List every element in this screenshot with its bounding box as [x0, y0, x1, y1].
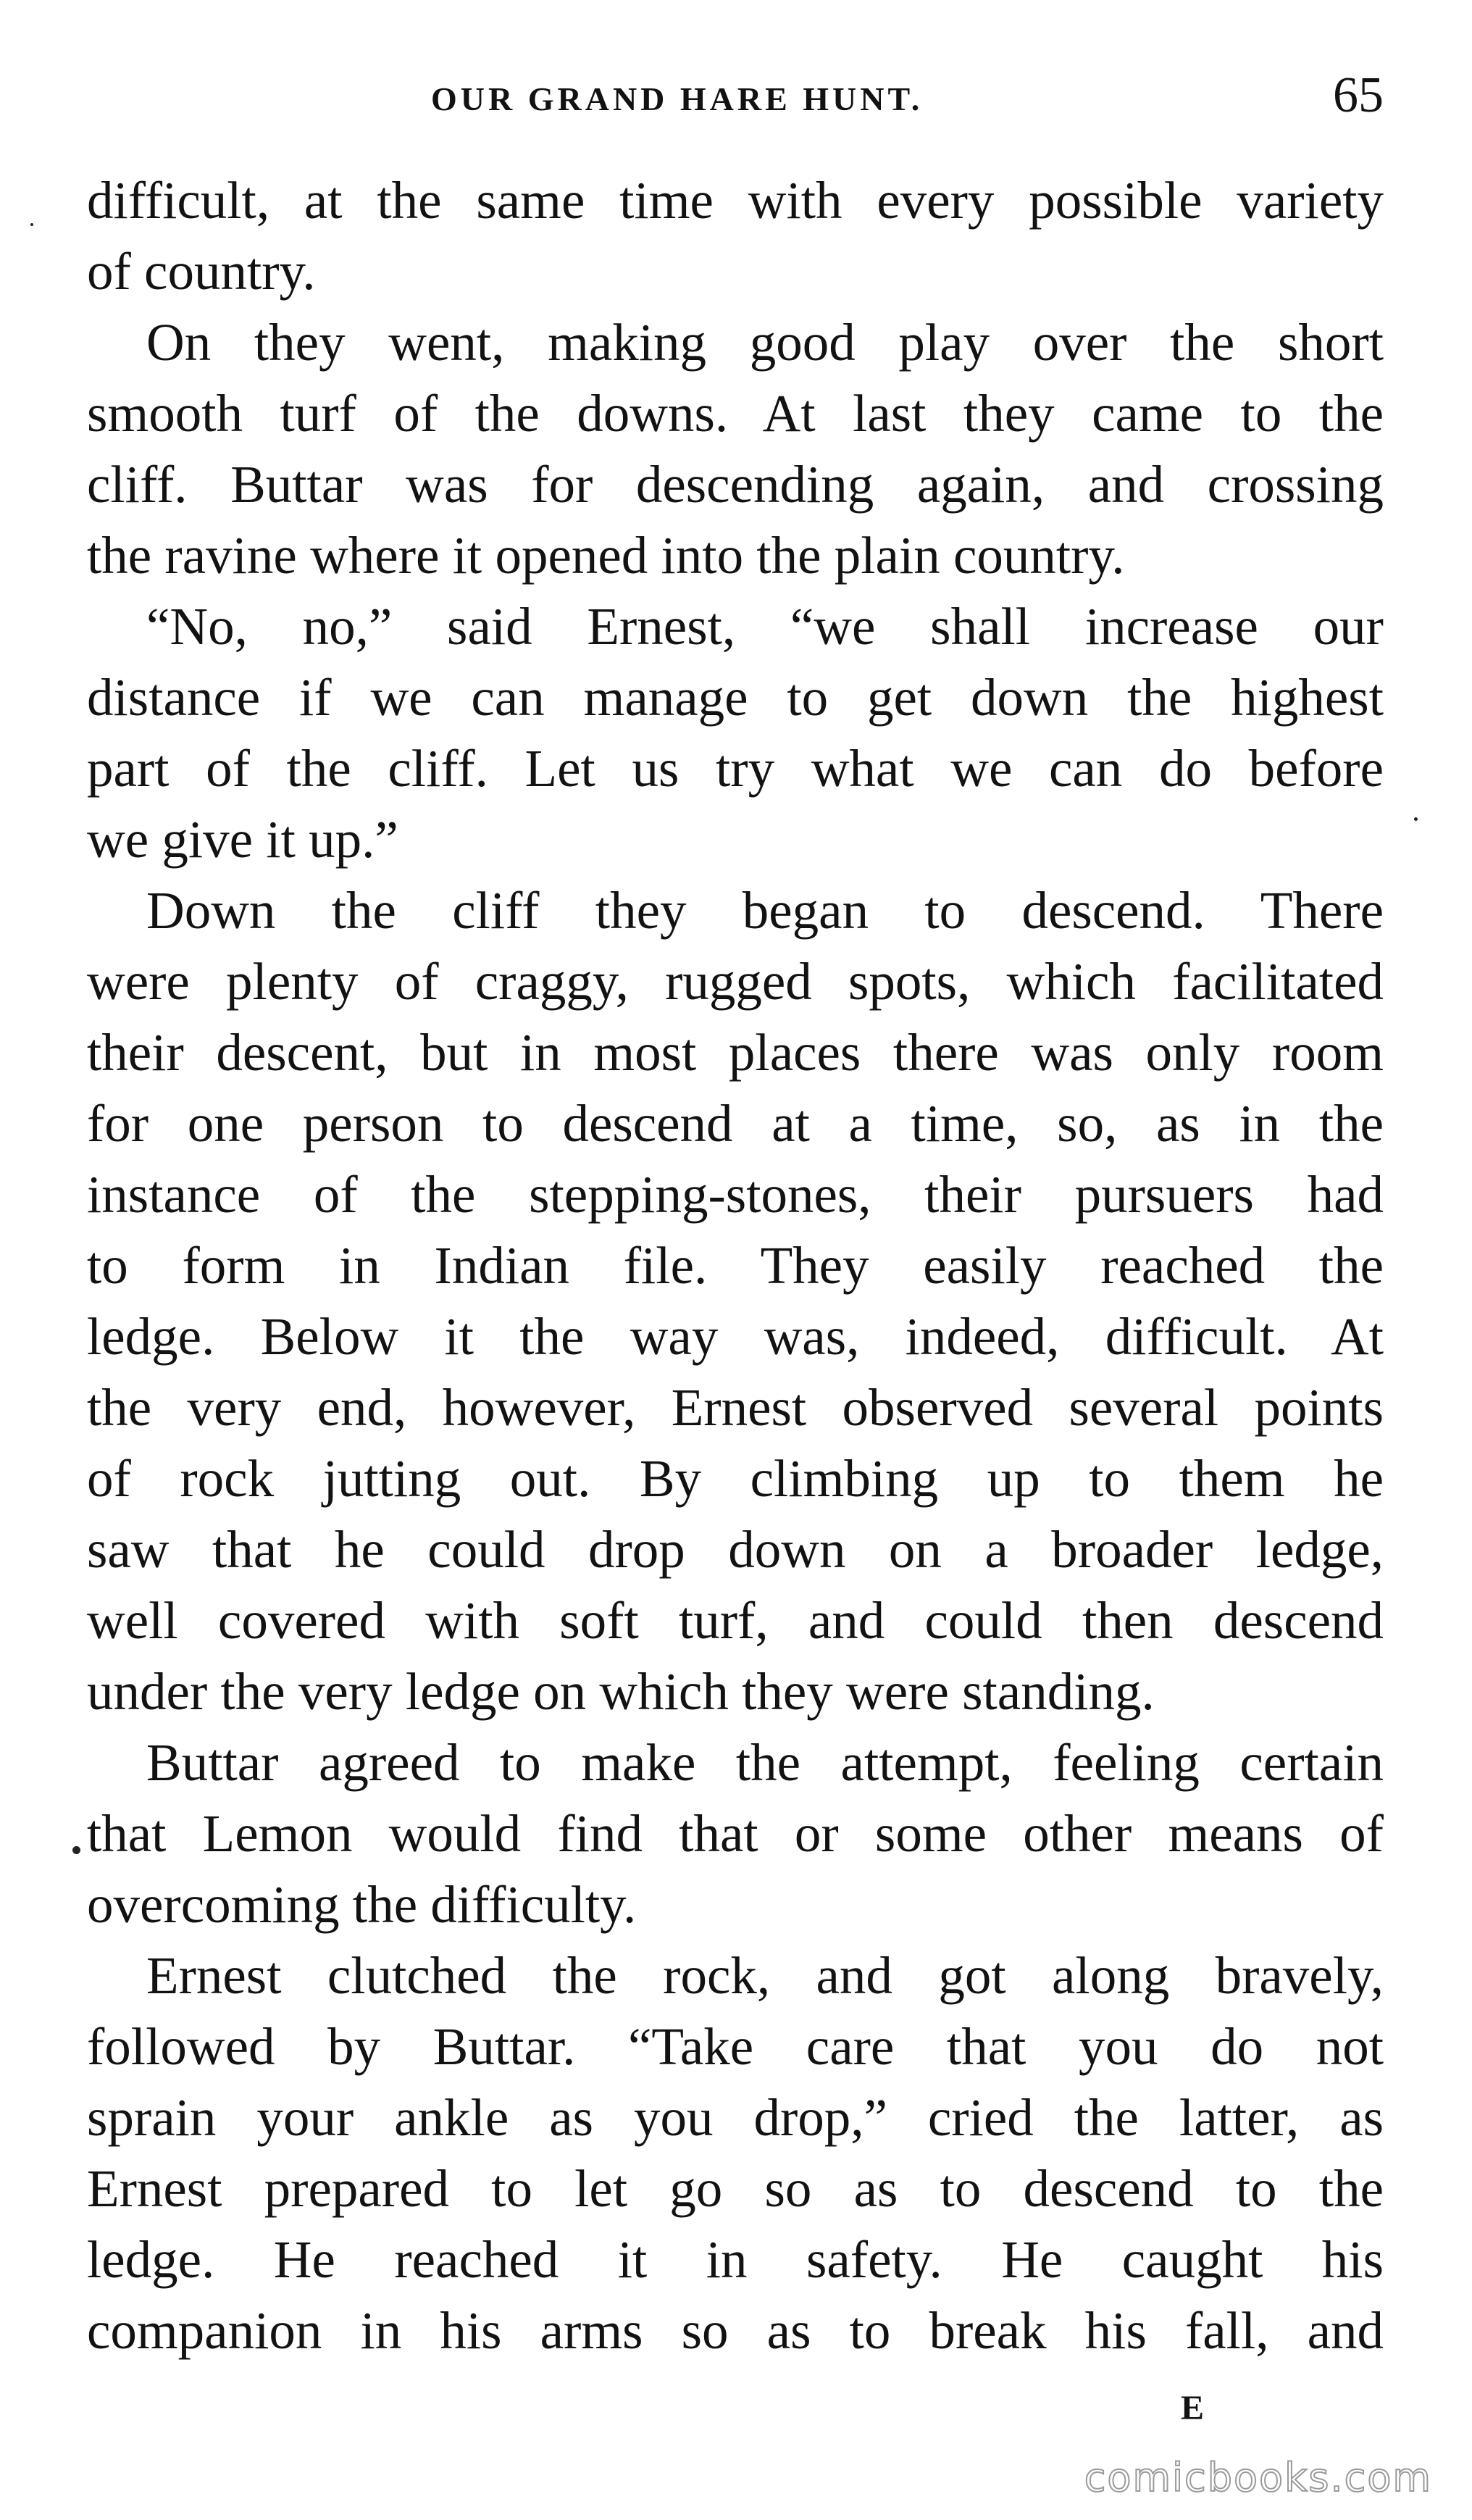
text-line: overcoming the difficulty. [87, 1875, 637, 1934]
signature-mark: E [1181, 2389, 1205, 2427]
text-line: Ernest prepared to let go so as to descend to the [87, 2159, 1384, 2218]
body-text [87, 165, 1384, 2366]
text-line: well covered with soft turf, and could then descend [87, 1591, 1384, 1650]
text-line: of rock jutting out. By climbing up to them he [87, 1449, 1384, 1508]
text-line: under the very ledge on which they were standing. [87, 1662, 1155, 1721]
text-line: the very end, however, Ernest observed several points [87, 1378, 1384, 1437]
text-line: Ernest clutched the rock, and got along bravely, [146, 1946, 1384, 2005]
text-line: companion in his arms so as to break his fall, and [87, 2301, 1384, 2360]
text-line: difficult, at the same time with every possible variety [87, 171, 1384, 230]
text-line: Buttar agreed to make the attempt, feeling certain [146, 1733, 1384, 1792]
text-line: followed by Buttar. “Take care that you do not [87, 2017, 1384, 2076]
text-line: to form in Indian file. They easily reached the [87, 1236, 1384, 1295]
running-title: OUR GRAND HARE HUNT. [431, 80, 924, 117]
text-line: Down the cliff they began to descend. There [146, 881, 1384, 940]
running-header [87, 64, 1384, 122]
page-number: 65 [1333, 67, 1384, 123]
text-line: were plenty of craggy, rugged spots, which facilitated [87, 952, 1384, 1011]
text-line: ledge. Below it the way was, indeed, difficult. At [87, 1307, 1384, 1366]
text-line: “No, no,” said Ernest, “we shall increase our [146, 597, 1384, 656]
text-line: their descent, but in most places there was only room [87, 1023, 1384, 1082]
text-line: distance if we can manage to get down the highest [87, 668, 1384, 727]
watermark: comicbooks.com [1084, 2455, 1432, 2500]
ink-speck [72, 1846, 80, 1854]
text-line: saw that he could drop down on a broader ledge, [87, 1520, 1384, 1579]
ink-speck [30, 223, 33, 226]
text-line: instance of the stepping-stones, their pursuers had [87, 1165, 1384, 1224]
text-line: that Lemon would find that or some other means of [87, 1804, 1384, 1863]
text-line: the ravine where it opened into the plain country. [87, 526, 1125, 585]
text-line: On they went, making good play over the short [146, 313, 1384, 372]
text-line: cliff. Buttar was for descending again, and crossing [87, 455, 1384, 514]
text-line: we give it up.” [87, 810, 398, 869]
text-line: part of the cliff. Let us try what we can do before [87, 739, 1384, 798]
text-line: of country. [87, 242, 316, 301]
text-line: for one person to descend at a time, so, as in the [87, 1094, 1384, 1153]
text-line: sprain your ankle as you drop,” cried the latter, as [87, 2088, 1384, 2147]
ink-speck [1414, 817, 1418, 821]
text-line: smooth turf of the downs. At last they came to the [87, 384, 1384, 443]
text-line: ledge. He reached it in safety. He caught his [87, 2230, 1384, 2289]
